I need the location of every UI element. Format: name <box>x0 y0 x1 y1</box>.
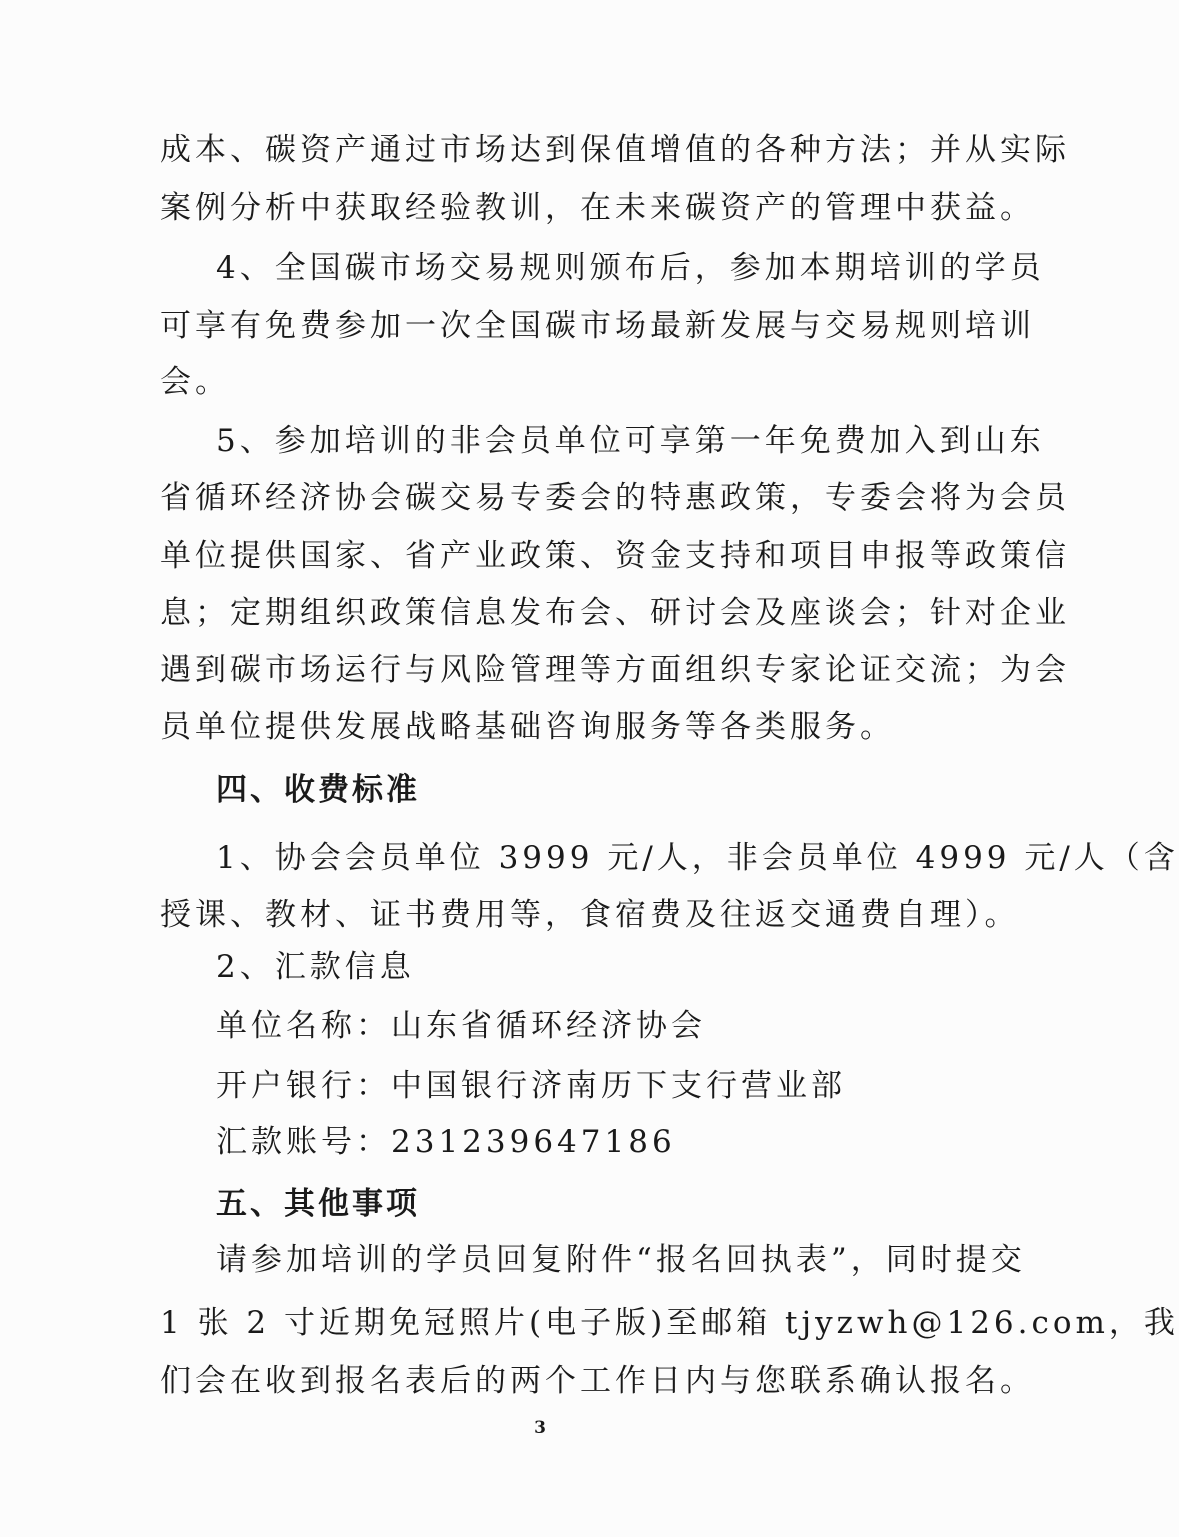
text-line: 可享有免费参加一次全国碳市场最新发展与交易规则培训 <box>160 308 1035 344</box>
text-line: 5、参加培训的非会员单位可享第一年免费加入到山东 <box>216 423 1045 459</box>
text-line: 2、汇款信息 <box>216 949 415 985</box>
text-line: 1 张 2 寸近期免冠照片(电子版)至邮箱 tjyzwh@126.com，我 <box>160 1305 1179 1341</box>
text-line: 单位提供国家、省产业政策、资金支持和项目申报等政策信 <box>160 538 1070 574</box>
text-line: 请参加培训的学员回复附件“报名回执表”，同时提交 <box>216 1242 1026 1278</box>
text-line: 成本、碳资产通过市场达到保值增值的各种方法；并从实际 <box>160 132 1070 168</box>
text-line: 们会在收到报名表后的两个工作日内与您联系确认报名。 <box>160 1363 1035 1399</box>
text-line: 4、全国碳市场交易规则颁布后，参加本期培训的学员 <box>216 250 1045 286</box>
text-line: 会。 <box>160 364 230 400</box>
text-line: 授课、教材、证书费用等，食宿费及往返交通费自理）。 <box>160 897 1020 933</box>
text-line: 1、协会会员单位 3999 元/人，非会员单位 4999 元/人（含 <box>216 840 1179 876</box>
text-line: 员单位提供发展战略基础咨询服务等各类服务。 <box>160 709 895 745</box>
text-line: 单位名称：山东省循环经济协会 <box>216 1008 706 1044</box>
text-line: 开户银行：中国银行济南历下支行营业部 <box>216 1068 846 1104</box>
text-line: 汇款账号：231239647186 <box>216 1124 676 1160</box>
text-line: 息；定期组织政策信息发布会、研讨会及座谈会；针对企业 <box>160 595 1070 631</box>
section-heading: 四、收费标准 <box>216 772 420 808</box>
section-heading: 五、其他事项 <box>216 1186 420 1222</box>
text-line: 案例分析中获取经验教训，在未来碳资产的管理中获益。 <box>160 190 1035 226</box>
text-line: 遇到碳市场运行与风险管理等方面组织专家论证交流；为会 <box>160 652 1070 688</box>
page-number: 3 <box>534 1418 546 1438</box>
text-line: 省循环经济协会碳交易专委会的特惠政策，专委会将为会员 <box>160 480 1070 516</box>
